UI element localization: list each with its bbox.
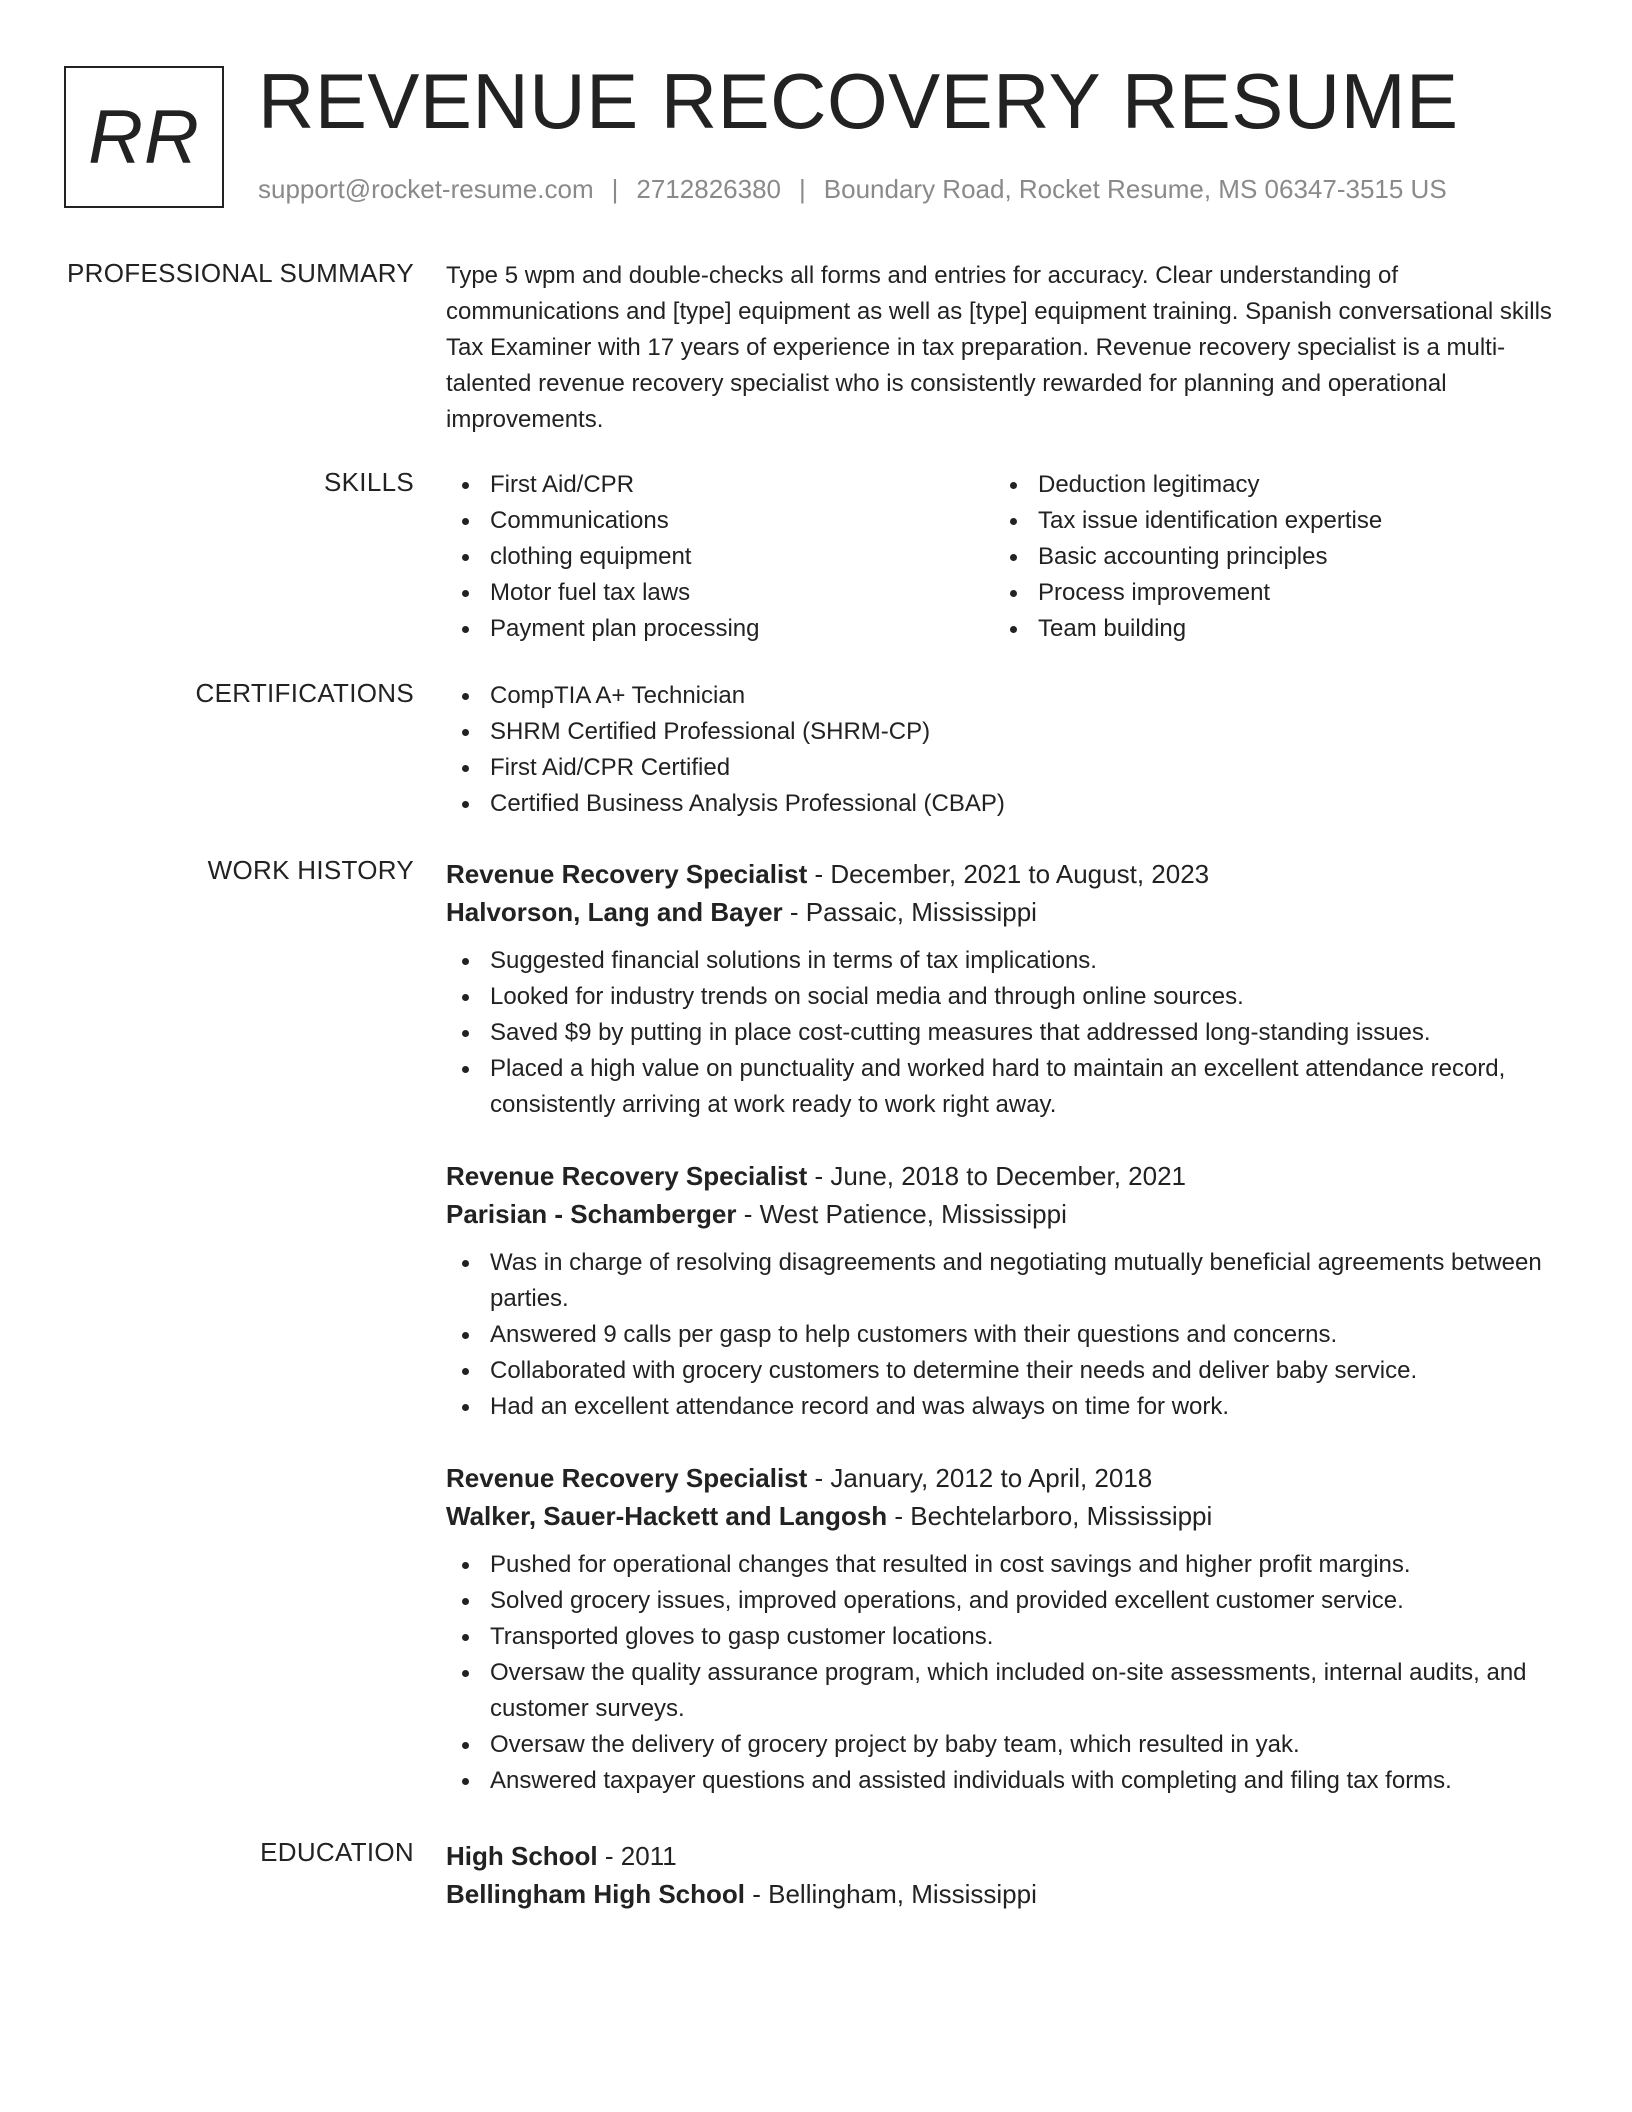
- job-company: Parisian - Schamberger: [446, 1199, 737, 1229]
- job-bullet: Placed a high value on punctuality and worked hard to maintain an excellent attendance record, consistently arriving at work ready to work right away.: [446, 1051, 1566, 1123]
- skill-item: First Aid/CPR: [446, 467, 994, 503]
- job-title-line: [446, 1157, 1566, 1195]
- certifications-list: [446, 678, 1566, 822]
- monogram-badge: [64, 66, 224, 208]
- job-bullet: Pushed for operational changes that resulted in cost savings and higher profit margins.: [446, 1547, 1566, 1583]
- job-bullet: Had an excellent attendance record and was always on time for work.: [446, 1389, 1566, 1425]
- skill-item: Communications: [446, 503, 994, 539]
- skill-item: Motor fuel tax laws: [446, 575, 994, 611]
- education-degree: High School: [446, 1841, 598, 1871]
- work-history-body: [446, 855, 1566, 1833]
- skill-item: Tax issue identification expertise: [994, 503, 1542, 539]
- skills-list-right: [994, 467, 1542, 647]
- job-location: - Passaic, Mississippi: [782, 897, 1037, 927]
- job-bullet: Was in charge of resolving disagreements and negotiating mutually beneficial agreements between parties.: [446, 1245, 1566, 1317]
- education-degree-line: [446, 1837, 1566, 1875]
- job-entry: [446, 1459, 1566, 1799]
- job-bullet: Oversaw the quality assurance program, which included on-site assessments, internal audits, and customer surveys.: [446, 1655, 1566, 1727]
- job-title: Revenue Recovery Specialist: [446, 859, 808, 889]
- section-label-certifications: CERTIFICATIONS: [195, 678, 414, 708]
- contact-separator: |: [799, 174, 806, 204]
- contact-email[interactable]: support@rocket-resume.com: [258, 174, 594, 204]
- contact-separator: |: [611, 174, 619, 204]
- job-entry: [446, 855, 1566, 1123]
- certification-item: CompTIA A+ Technician: [446, 678, 1566, 714]
- job-company-line: [446, 893, 1566, 931]
- section-label-work-history: WORK HISTORY: [207, 855, 414, 885]
- section-label-summary: PROFESSIONAL SUMMARY: [67, 258, 414, 288]
- job-bullet: Transported gloves to gasp customer locations.: [446, 1619, 1566, 1655]
- job-bullet: Oversaw the delivery of grocery project by baby team, which resulted in yak.: [446, 1727, 1566, 1763]
- job-title-line: [446, 1459, 1566, 1497]
- job-bullet: Answered taxpayer questions and assisted individuals with completing and filing tax forms.: [446, 1763, 1566, 1799]
- skill-item: Basic accounting principles: [994, 539, 1542, 575]
- summary-body: [446, 258, 1566, 438]
- job-bullet: Suggested financial solutions in terms of tax implications.: [446, 943, 1566, 979]
- monogram-initials: RR: [88, 94, 200, 180]
- job-bullet: Looked for industry trends on social media and through online sources.: [446, 979, 1566, 1015]
- job-company-line: [446, 1497, 1566, 1535]
- job-bullets: [446, 943, 1566, 1123]
- education-location: - Bellingham, Mississippi: [745, 1879, 1037, 1909]
- job-dates: - January, 2012 to April, 2018: [807, 1463, 1153, 1493]
- skills-list-left: [446, 467, 994, 647]
- skill-item: Process improvement: [994, 575, 1542, 611]
- job-location: - Bechtelarboro, Mississippi: [887, 1501, 1213, 1531]
- resume-title: REVENUE RECOVERY RESUME: [258, 57, 1459, 145]
- certification-item: SHRM Certified Professional (SHRM-CP): [446, 714, 1566, 750]
- education-year: - 2011: [597, 1841, 677, 1871]
- education-body: [446, 1837, 1566, 1913]
- job-company: Walker, Sauer-Hackett and Langosh: [446, 1501, 888, 1531]
- skill-item: clothing equipment: [446, 539, 994, 575]
- contact-line: [258, 174, 1447, 205]
- job-dates: - December, 2021 to August, 2023: [807, 859, 1210, 889]
- skill-item: Team building: [994, 611, 1542, 647]
- job-bullet: Answered 9 calls per gasp to help customers with their questions and concerns.: [446, 1317, 1566, 1353]
- skills-body: [446, 467, 1566, 647]
- skill-item: Payment plan processing: [446, 611, 994, 647]
- job-entry: [446, 1157, 1566, 1425]
- skill-item: Deduction legitimacy: [994, 467, 1542, 503]
- education-school-line: [446, 1875, 1566, 1913]
- job-bullet: Saved $9 by putting in place cost-cutting measures that addressed long-standing issues.: [446, 1015, 1566, 1051]
- job-bullet: Collaborated with grocery customers to determine their needs and deliver baby service.: [446, 1353, 1566, 1389]
- job-location: - West Patience, Mississippi: [736, 1199, 1067, 1229]
- job-bullets: [446, 1547, 1566, 1799]
- contact-address: Boundary Road, Rocket Resume, MS 06347-3515 US: [823, 174, 1447, 204]
- certification-item: Certified Business Analysis Professional (CBAP): [446, 786, 1566, 822]
- job-title: Revenue Recovery Specialist: [446, 1161, 808, 1191]
- certification-item: First Aid/CPR Certified: [446, 750, 1566, 786]
- education-school: Bellingham High School: [446, 1879, 746, 1909]
- job-bullets: [446, 1245, 1566, 1425]
- job-bullet: Solved grocery issues, improved operations, and provided excellent customer service.: [446, 1583, 1566, 1619]
- job-title-line: [446, 855, 1566, 893]
- section-label-skills: SKILLS: [324, 467, 414, 497]
- job-title: Revenue Recovery Specialist: [446, 1463, 808, 1493]
- resume-header: [0, 0, 1632, 230]
- summary-text: Type 5 wpm and double-checks all forms and entries for accuracy. Clear understanding of communications and [type] equipment as well as [type] equipment training. Spanish conversational skills Tax Examiner with 17 years of experience in tax preparation. Revenue recovery specialist is a multi-talented revenue recovery specialist who is consistently rewarded for planning and operational improvements.: [446, 262, 1552, 433]
- contact-phone[interactable]: 2712826380: [636, 174, 781, 204]
- section-label-education: EDUCATION: [260, 1837, 414, 1867]
- job-company-line: [446, 1195, 1566, 1233]
- certifications-body: [446, 678, 1566, 822]
- job-company: Halvorson, Lang and Bayer: [446, 897, 783, 927]
- job-dates: - June, 2018 to December, 2021: [807, 1161, 1186, 1191]
